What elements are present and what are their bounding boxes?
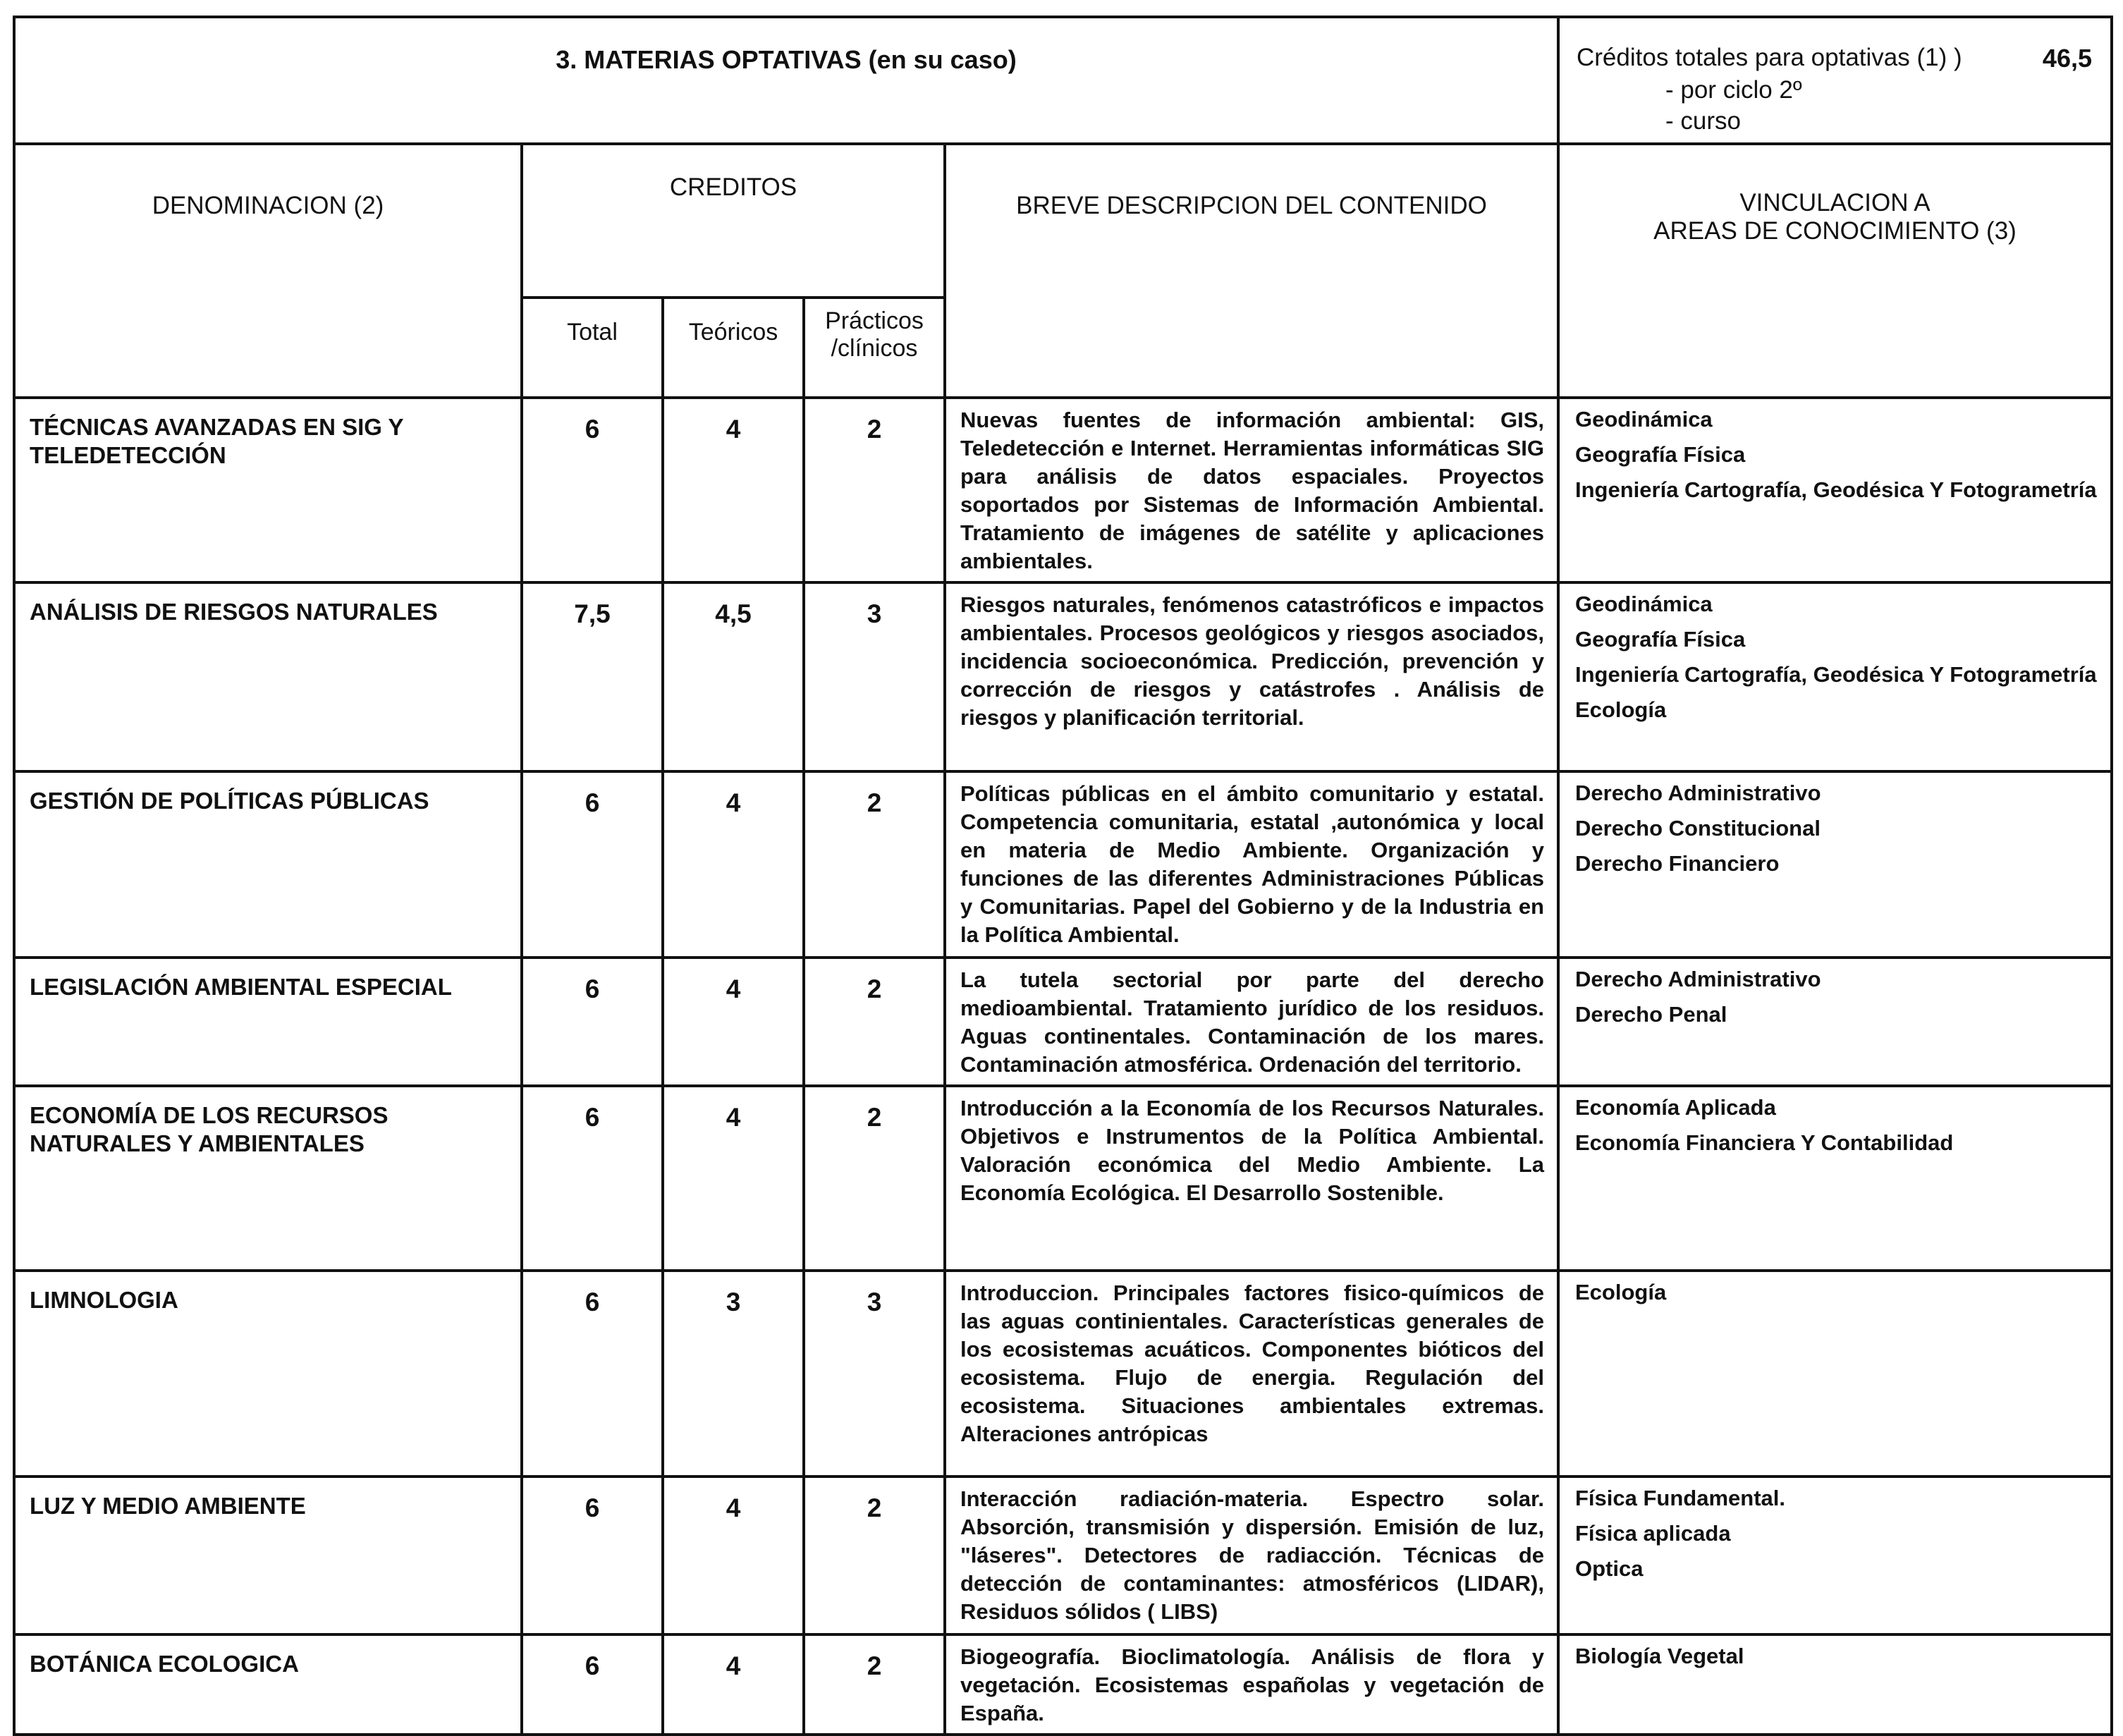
knowledge-area: Física aplicada — [1575, 1521, 1731, 1546]
table-row — [14, 1634, 2112, 1735]
subject-description: Interacción radiación-materia. Espectro solar. Absorción, transmisión y dispersión. Emisión de luz, "láseres". Detectores de radiacción. Técnicas de detección de contaminantes: atmosféricos (LIDAR), Residuos sólidos ( LIBS) — [945, 1477, 1558, 1634]
practicos-header-line1: Prácticos — [825, 307, 924, 334]
section-title: 3. MATERIAS OPTATIVAS (en su caso) — [556, 45, 1017, 74]
practicos-header — [804, 298, 945, 398]
credits-total: 7,5 — [522, 582, 663, 771]
title-cell — [14, 17, 1558, 144]
optativas-table — [13, 16, 2113, 1736]
knowledge-areas — [1558, 1271, 2112, 1477]
subject-description: Introduccion. Principales factores fisico-químicos de las aguas continientales. Características generales de los ecosistemas acuáticos. Componentes bióticos del ecosistema. Flujo de energia. Regulación del ecosistema. Situaciones ambientales extremas. Alteraciones antrópicas — [945, 1271, 1558, 1477]
subject-name: LEGISLACIÓN AMBIENTAL ESPECIAL — [14, 958, 522, 1086]
knowledge-area: Ingeniería Cartografía, Geodésica Y Fotogrametría — [1575, 662, 2097, 687]
total-credits-label: Créditos totales para optativas (1) ) — [1577, 44, 1962, 71]
knowledge-area: Derecho Constitucional — [1575, 816, 1821, 841]
credits-teoricos: 4 — [663, 1634, 804, 1735]
knowledge-area: Economía Financiera Y Contabilidad — [1575, 1130, 1954, 1155]
subject-name: LUZ Y MEDIO AMBIENTE — [14, 1477, 522, 1634]
descripcion-header: BREVE DESCRIPCION DEL CONTENIDO — [945, 144, 1558, 298]
subject-description: Introducción a la Economía de los Recursos Naturales. Objetivos e Instrumentos de la Política Ambiental. Valoración económica del Medio Ambiente. La Economía Ecológica. El Desarrollo Sostenible. — [945, 1086, 1558, 1271]
teoricos-header: Teóricos — [663, 298, 804, 398]
credits-practicos: 2 — [804, 1086, 945, 1271]
knowledge-areas — [1558, 1477, 2112, 1634]
table-row — [14, 1477, 2112, 1634]
vinculacion-subheader — [1558, 298, 2112, 398]
knowledge-areas — [1558, 958, 2112, 1086]
vinculacion-header-line1: VINCULACION A — [1739, 189, 1931, 216]
credits-teoricos: 3 — [663, 1271, 804, 1477]
credits-practicos: 3 — [804, 582, 945, 771]
subject-name: BOTÁNICA ECOLOGICA — [14, 1634, 522, 1735]
knowledge-area: Economía Aplicada — [1575, 1095, 1776, 1120]
knowledge-areas — [1558, 1634, 2112, 1735]
denominacion-header: DENOMINACION (2) — [14, 144, 522, 298]
subject-name: GESTIÓN DE POLÍTICAS PÚBLICAS — [14, 771, 522, 958]
knowledge-areas — [1558, 398, 2112, 582]
knowledge-area: Física Fundamental. — [1575, 1486, 1786, 1510]
knowledge-area: Ingeniería Cartografía, Geodésica Y Fotogrametría — [1575, 477, 2097, 502]
per-cycle-label: - por ciclo 2º — [1665, 76, 1802, 104]
credits-practicos: 2 — [804, 1477, 945, 1634]
table-row — [14, 771, 2112, 958]
table-row — [14, 958, 2112, 1086]
credits-practicos: 2 — [804, 771, 945, 958]
credits-total: 6 — [522, 771, 663, 958]
knowledge-area: Optica — [1575, 1556, 1644, 1581]
knowledge-area: Biología Vegetal — [1575, 1644, 1744, 1668]
subject-name: LIMNOLOGIA — [14, 1271, 522, 1477]
knowledge-area: Geografía Física — [1575, 442, 1746, 467]
credits-total: 6 — [522, 1086, 663, 1271]
credits-total: 6 — [522, 1634, 663, 1735]
knowledge-area: Derecho Penal — [1575, 1002, 1727, 1027]
knowledge-area: Derecho Financiero — [1575, 851, 1780, 876]
credits-practicos: 3 — [804, 1271, 945, 1477]
subject-description: Biogeografía. Bioclimatología. Análisis de flora y vegetación. Ecosistemas españolas y vegetación de España. — [945, 1634, 1558, 1735]
subject-description: Riesgos naturales, fenómenos catastróficos e impactos ambientales. Procesos geológicos y riesgos asociados, incidencia socioeconómica. Predicción, prevención y corrección de riesgos y catástrofes . Análisis de riesgos y planificación territorial. — [945, 582, 1558, 771]
knowledge-area: Geografía Física — [1575, 627, 1746, 652]
total-header: Total — [522, 298, 663, 398]
table-row — [14, 1271, 2112, 1477]
subject-description: La tutela sectorial por parte del derecho medioambiental. Tratamiento jurídico de los residuos. Aguas continentales. Contaminación de los mares. Contaminación atmosférica. Ordenación del territorio. — [945, 958, 1558, 1086]
total-credits-value: 46,5 — [2042, 44, 2092, 73]
knowledge-areas — [1558, 582, 2112, 771]
descripcion-subheader — [945, 298, 1558, 398]
knowledge-area: Derecho Administrativo — [1575, 967, 1821, 991]
subject-name: ECONOMÍA DE LOS RECURSOS NATURALES Y AMBIENTALES — [14, 1086, 522, 1271]
table-row — [14, 398, 2112, 582]
knowledge-areas — [1558, 771, 2112, 958]
subject-description: Nuevas fuentes de información ambiental: GIS, Teledetección e Internet. Herramientas informáticas SIG para análisis de datos espaciales. Proyectos soportados por Sistemas de Información Ambiental. Tratamiento de imágenes de satélite y aplicaciones ambientales. — [945, 398, 1558, 582]
credits-practicos: 2 — [804, 958, 945, 1086]
knowledge-area: Geodinámica — [1575, 407, 1713, 432]
credits-teoricos: 4 — [663, 771, 804, 958]
total-credits-box — [1558, 17, 2112, 144]
knowledge-area: Geodinámica — [1575, 592, 1713, 616]
credits-teoricos: 4 — [663, 1477, 804, 1634]
credits-practicos: 2 — [804, 398, 945, 582]
credits-total: 6 — [522, 958, 663, 1086]
vinculacion-header — [1558, 144, 2112, 298]
practicos-header-line2: /clínicos — [831, 335, 918, 362]
subject-name: TÉCNICAS AVANZADAS EN SIG Y TELEDETECCIÓN — [14, 398, 522, 582]
creditos-header: CREDITOS — [522, 144, 945, 298]
credits-total: 6 — [522, 1271, 663, 1477]
knowledge-area: Derecho Administrativo — [1575, 781, 1821, 805]
vinculacion-header-line2: AREAS DE CONOCIMIENTO (3) — [1653, 217, 2017, 245]
denominacion-subheader — [14, 298, 522, 398]
subject-description: Políticas públicas en el ámbito comunitario y estatal. Competencia comunitaria, estatal ,autonómica y local en materia de Medio Ambiente. Organización y funciones de las diferentes Administraciones Públicas y Comunitarias. Papel del Gobierno y de la Industria en la Política Ambiental. — [945, 771, 1558, 958]
credits-teoricos: 4 — [663, 1086, 804, 1271]
subject-name: ANÁLISIS DE RIESGOS NATURALES — [14, 582, 522, 771]
knowledge-area: Ecología — [1575, 1280, 1667, 1304]
credits-teoricos: 4,5 — [663, 582, 804, 771]
table-row — [14, 1086, 2112, 1271]
table-row — [14, 582, 2112, 771]
per-course-label: - curso — [1665, 107, 1741, 135]
knowledge-areas — [1558, 1086, 2112, 1271]
credits-teoricos: 4 — [663, 398, 804, 582]
credits-teoricos: 4 — [663, 958, 804, 1086]
credits-total: 6 — [522, 398, 663, 582]
credits-total: 6 — [522, 1477, 663, 1634]
credits-practicos: 2 — [804, 1634, 945, 1735]
knowledge-area: Ecología — [1575, 697, 1667, 722]
